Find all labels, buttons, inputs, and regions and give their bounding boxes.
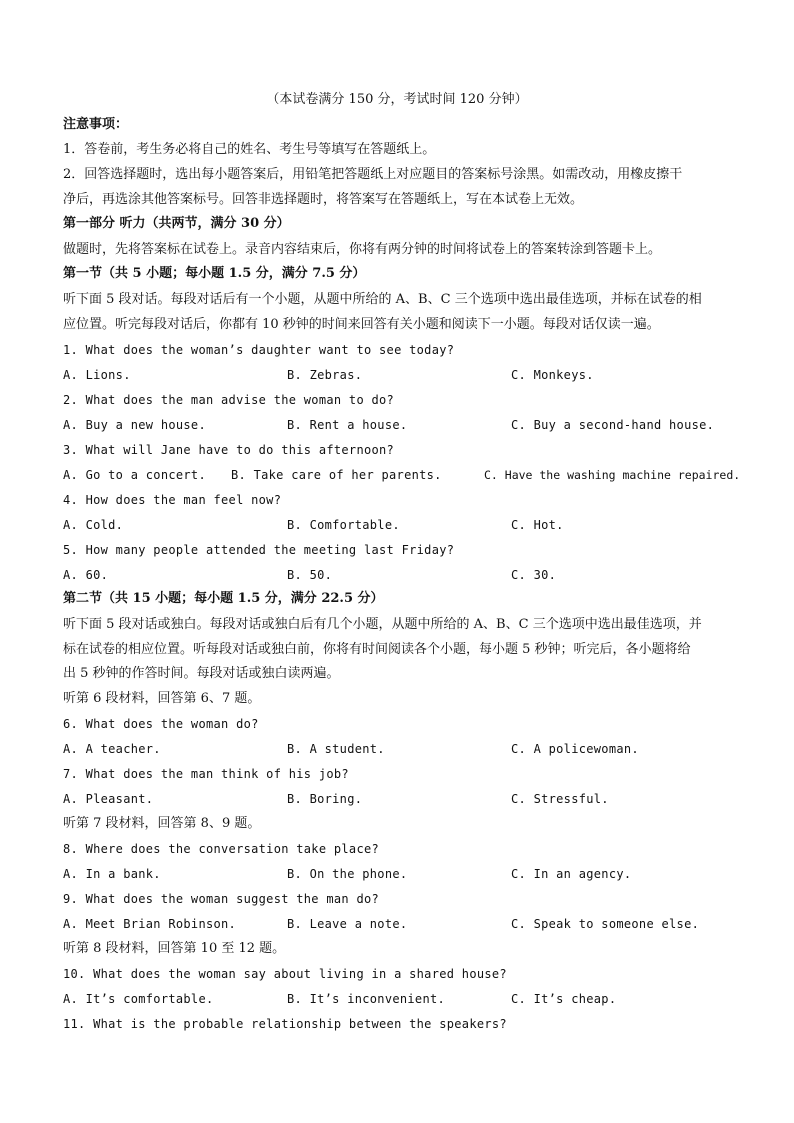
section1-title: 第一节（共 5 小题；每小题 1.5 分，满分 7.5 分）: [63, 266, 366, 281]
section2-instruction-line-3: 出 5 秒钟的作答时间。每段对话或独白读两遍。: [63, 666, 340, 681]
question-5-option-b: B. 50.: [287, 568, 333, 582]
question-1-option-c: C. Monkeys.: [511, 368, 594, 382]
question-6-stem: 6. What does the woman do?: [63, 717, 259, 731]
question-11-stem: 11. What is the probable relationship between the speakers?: [63, 1017, 507, 1031]
notes-item-2-line-1: 2．回答选择题时，选出每小题答案后，用铅笔把答题纸上对应题目的答案标号涂黑。如需改动，用橡皮擦干: [63, 167, 683, 182]
question-10-option-b: B. It’s inconvenient.: [287, 992, 446, 1006]
question-3-stem: 3. What will Jane have to do this afternoon?: [63, 443, 395, 457]
section1-instruction-line-2: 应位置。听完每段对话后，你都有 10 秒钟的时间来回答有关小题和阅读下一小题。每段对话仅读一遍。: [63, 317, 660, 332]
question-5-option-c: C. 30.: [511, 568, 557, 582]
part1-title: 第一部分 听力（共两节，满分 30 分）: [63, 216, 290, 231]
question-4-option-b: B. Comfortable.: [287, 518, 400, 532]
question-3-option-b: B. Take care of her parents.: [231, 468, 442, 482]
question-9-option-c: C. Speak to someone else.: [511, 917, 700, 931]
question-7-option-b: B. Boring.: [287, 792, 363, 806]
material-8-note: 听第 8 段材料，回答第 10 至 12 题。: [63, 941, 286, 956]
question-8-option-c: C. In an agency.: [511, 867, 632, 881]
question-5-stem: 5. How many people attended the meeting last Friday?: [63, 543, 455, 557]
question-2-option-a: A. Buy a new house.: [63, 418, 206, 432]
section2-title: 第二节（共 15 小题；每小题 1.5 分，满分 22.5 分）: [63, 591, 384, 606]
question-9-option-a: A. Meet Brian Robinson.: [63, 917, 237, 931]
question-9-option-b: B. Leave a note.: [287, 917, 408, 931]
question-7-stem: 7. What does the man think of his job?: [63, 767, 349, 781]
material-6-note: 听第 6 段材料，回答第 6、7 题。: [63, 691, 261, 706]
question-8-option-a: A. In a bank.: [63, 867, 161, 881]
section1-instruction-line-1: 听下面 5 段对话。每段对话后有一个小题，从题中所给的 A、B、C 三个选项中选出最佳选项，并标在试卷的相: [63, 292, 702, 307]
section2-instruction-line-2: 标在试卷的相应位置。听每段对话或独白前，你将有时间阅读各个小题，每小题 5 秒钟；听完后，各小题将给: [63, 642, 691, 657]
notes-item-1: 1．答卷前，考生务必将自己的姓名、考生号等填写在答题纸上。: [63, 142, 436, 157]
question-10-option-c: C. It’s cheap.: [511, 992, 617, 1006]
question-1-stem: 1. What does the woman’s daughter want to see today?: [63, 343, 455, 357]
question-6-option-a: A. A teacher.: [63, 742, 161, 756]
question-9-stem: 9. What does the woman suggest the man do?: [63, 892, 380, 906]
question-4-option-a: A. Cold.: [63, 518, 124, 532]
question-3-option-a: A. Go to a concert.: [63, 468, 206, 482]
question-8-option-b: B. On the phone.: [287, 867, 408, 881]
question-6-option-c: C. A policewoman.: [511, 742, 639, 756]
question-1-option-b: B. Zebras.: [287, 368, 363, 382]
question-3-option-c: C. Have the washing machine repaired.: [484, 468, 741, 482]
question-8-stem: 8. Where does the conversation take place?: [63, 842, 380, 856]
section2-instruction-line-1: 听下面 5 段对话或独白。每段对话或独白后有几个小题，从题中所给的 A、B、C 三个选项中选出最佳选项，并: [63, 617, 702, 632]
question-7-option-c: C. Stressful.: [511, 792, 609, 806]
question-2-option-b: B. Rent a house.: [287, 418, 408, 432]
question-2-option-c: C. Buy a second-hand house.: [511, 418, 715, 432]
question-10-option-a: A. It’s comfortable.: [63, 992, 214, 1006]
notes-title: 注意事项：: [63, 117, 129, 132]
part1-instruction: 做题时，先将答案标在试卷上。录音内容结束后，你将有两分钟的时间将试卷上的答案转涂到答题卡上。: [63, 242, 662, 257]
question-5-option-a: A. 60.: [63, 568, 109, 582]
question-2-stem: 2. What does the man advise the woman to do?: [63, 393, 395, 407]
question-1-option-a: A. Lions.: [63, 368, 131, 382]
question-4-stem: 4. How does the man feel now?: [63, 493, 282, 507]
question-4-option-c: C. Hot.: [511, 518, 564, 532]
question-6-option-b: B. A student.: [287, 742, 385, 756]
question-10-stem: 10. What does the woman say about living in a shared house?: [63, 967, 507, 981]
notes-item-2-line-2: 净后，再选涂其他答案标号。回答非选择题时，将答案写在答题纸上，写在本试卷上无效。: [63, 192, 584, 207]
question-7-option-a: A. Pleasant.: [63, 792, 154, 806]
material-7-note: 听第 7 段材料，回答第 8、9 题。: [63, 816, 261, 831]
exam-subtitle: （本试卷满分 150 分，考试时间 120 分钟）: [266, 92, 528, 107]
